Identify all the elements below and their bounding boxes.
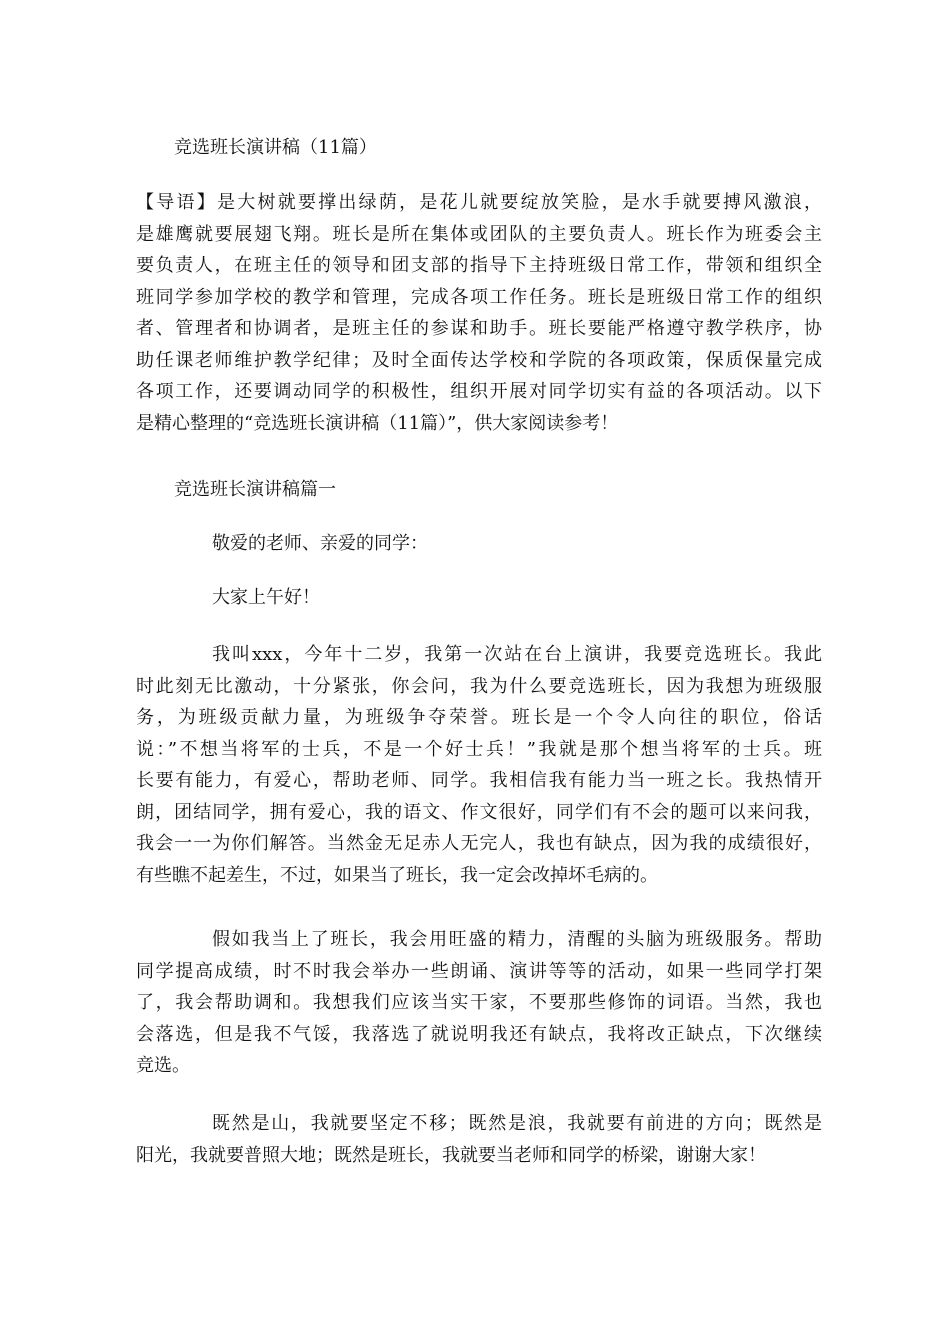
paragraph-line: 长要有能力，有爱心，帮助老师、同学。我相信我有能力当一班之长。我热情开 — [136, 770, 822, 791]
paragraph-line: 阳光，我就要普照大地；既然是班长，我就要当老师和同学的桥梁，谢谢大家！ — [136, 1144, 766, 1166]
paragraph-line: 同学提高成绩，时不时我会举办一些朗诵、演讲等等的活动，如果一些同学打架 — [136, 960, 822, 982]
intro-line: 者、管理者和协调者，是班主任的参谋和助手。班长要能严格遵守教学秩序，协 — [136, 318, 822, 339]
greeting: 敬爱的老师、亲爱的同学： — [212, 533, 428, 554]
intro-line: 是雄鹰就要展翅飞翔。班长是所在集体或团队的主要负责人。班长作为班委会主 — [136, 223, 822, 245]
paragraph-line: 说：”不想当将军的士兵，不是一个好士兵！”我就是那个想当将军的士兵。班 — [136, 738, 822, 760]
document-title: 竞选班长演讲稿（11篇） — [174, 137, 377, 158]
paragraph-line: 既然是山，我就要坚定不移；既然是浪，我就要有前进的方向；既然是 — [212, 1113, 822, 1134]
paragraph-line: 我叫xxx，今年十二岁，我第一次站在台上演讲，我要竞选班长。我此 — [212, 644, 822, 665]
section-title: 竞选班长演讲稿篇一 — [174, 479, 336, 500]
paragraph-line: 时此刻无比激动，十分紧张，你会问，我为什么要竞选班长，因为我想为班级服 — [136, 675, 822, 697]
paragraph-line: 假如我当上了班长，我会用旺盛的精力，清醒的头脑为班级服务。帮助 — [212, 929, 822, 950]
intro-line: 是精心整理的“竞选班长演讲稿（11篇）”，供大家阅读参考！ — [136, 412, 619, 434]
paragraph-line: 竞选。 — [136, 1055, 190, 1076]
paragraph-line: 我会一一为你们解答。当然金无足赤人无完人，我也有缺点，因为我的成绩很好， — [136, 833, 822, 854]
paragraph-line: 了，我会帮助调和。我想我们应该当实干家，不要那些修饰的词语。当然，我也 — [136, 992, 822, 1013]
salutation: 大家上午好！ — [212, 587, 320, 608]
intro-line: 助任课老师维护教学纪律；及时全面传达学校和学院的各项政策，保质保量完成 — [136, 349, 822, 371]
intro-line: 【导语】是大树就要撑出绿荫，是花儿就要绽放笑脸，是水手就要搏风激浪， — [136, 192, 822, 213]
intro-line: 要负责人，在班主任的领导和团支部的指导下主持班级日常工作，带领和组织全 — [136, 255, 822, 276]
paragraph-line: 朗，团结同学，拥有爱心，我的语文、作文很好，同学们有不会的题可以来问我， — [136, 801, 822, 823]
body-paragraph-1 — [136, 639, 822, 891]
paragraph-line: 务，为班级贡献力量，为班级争夺荣誉。班长是一个令人向往的职位，俗话 — [136, 707, 822, 728]
body-paragraph-3 — [136, 1108, 822, 1171]
paragraph-line: 有些瞧不起差生，不过，如果当了班长，我一定会改掉坏毛病的。 — [136, 864, 658, 886]
paragraph-line: 会落选，但是我不气馁，我落选了就说明我还有缺点，我将改正缺点，下次继续 — [136, 1023, 822, 1045]
intro-line: 班同学参加学校的教学和管理，完成各项工作任务。班长是班级日常工作的组织 — [136, 286, 822, 308]
intro-line: 各项工作，还要调动同学的积极性，组织开展对同学切实有益的各项活动。以下 — [136, 381, 822, 402]
body-paragraph-2 — [136, 924, 822, 1082]
intro-paragraph — [136, 187, 822, 439]
